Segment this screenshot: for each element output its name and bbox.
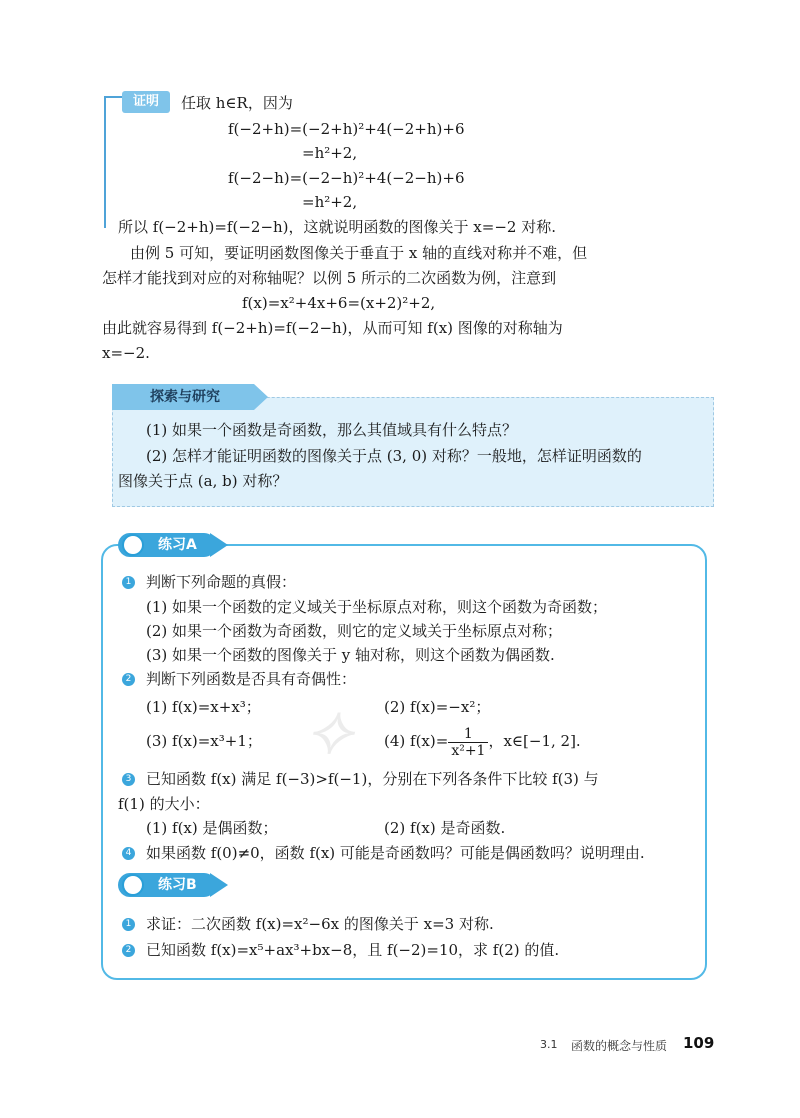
proof-equation-3: f(−2−h)=(−2−h)²+4(−2−h)+6: [228, 169, 465, 187]
practice-a-2-item-3: (3) f(x)=x³+1；: [146, 732, 262, 750]
practice-a-number-1: 1: [122, 576, 135, 589]
practice-a-3-item-1: (1) f(x) 是偶函数；: [146, 819, 278, 837]
practice-a-title: 练习A: [158, 537, 197, 553]
practice-b-2-stem: 已知函数 f(x)=x⁵+ax³+bx−8，且 f(−2)=10，求 f(2) 的值.: [146, 941, 560, 959]
discussion-line-2: 怎样才能找到对应的对称轴呢？以例 5 所示的二次函数为例，注意到: [102, 269, 557, 287]
discussion-line-4: x=−2.: [102, 344, 150, 362]
footer-section-number: 3.1: [540, 1038, 558, 1051]
practice-a-3-item-2: (2) f(x) 是奇函数.: [384, 819, 506, 837]
proof-equation-4: =h²+2,: [302, 193, 358, 211]
page-number: 109: [683, 1034, 715, 1052]
practice-b-number-1: 1: [122, 918, 135, 931]
proof-margin-line: [104, 96, 106, 228]
practice-a-number-2: 2: [122, 673, 135, 686]
practice-b-1-stem: 求证：二次函数 f(x)=x²−6x 的图像关于 x=3 对称.: [146, 915, 494, 933]
proof-conclusion: 所以 f(−2+h)=f(−2−h)，这就说明函数的图像关于 x=−2 对称.: [118, 218, 556, 236]
practice-a-2-item-1: (1) f(x)=x+x³；: [146, 698, 261, 716]
practice-a-number-4: 4: [122, 847, 135, 860]
discussion-formula: f(x)=x²+4x+6=(x+2)²+2,: [242, 294, 436, 312]
practice-a-1-item-3: (3) 如果一个函数的图像关于 y 轴对称，则这个函数为偶函数.: [146, 646, 555, 664]
practice-b-number-2: 2: [122, 944, 135, 957]
footer-section-title: 函数的概念与性质: [571, 1039, 668, 1053]
practice-a-2-item-4-suffix: ，x∈[−1, 2].: [488, 732, 581, 750]
practice-a-1-item-2: (2) 如果一个函数为奇函数，则它的定义域关于坐标原点对称；: [146, 622, 563, 640]
practice-a-3-stem-1: 已知函数 f(x) 满足 f(−3)>f(−1)，分别在下列各条件下比较 f(3) 与: [146, 770, 599, 788]
fraction-denominator: x²+1: [451, 742, 486, 759]
practice-a-2-item-4: [384, 721, 581, 761]
practice-a-3-stem-2: f(1) 的大小：: [118, 795, 210, 813]
explore-question-2a: (2) 怎样才能证明函数的图像关于点 (3, 0) 对称？一般地，怎样证明函数的: [146, 447, 642, 465]
proof-equation-1: f(−2+h)=(−2+h)²+4(−2+h)+6: [228, 120, 465, 138]
practice-a-number-3: 3: [122, 773, 135, 786]
proof-margin-tick: [104, 96, 122, 98]
proof-badge: 证明: [122, 91, 170, 113]
fraction-numerator: 1: [448, 726, 488, 743]
pencil-icon: [122, 874, 144, 896]
explore-title: 探索与研究: [150, 389, 220, 405]
practice-a-1-item-1: (1) 如果一个函数的定义域关于坐标原点对称，则这个函数为奇函数；: [146, 598, 608, 616]
practice-a-2-stem: 判断下列函数是否具有奇偶性：: [146, 670, 357, 688]
watermark: ⟡: [306, 688, 363, 770]
explore-question-1: (1) 如果一个函数是奇函数，那么其值域具有什么特点？: [146, 421, 518, 439]
practice-b-title: 练习B: [158, 877, 197, 893]
explore-question-2b: 图像关于点 (a, b) 对称？: [118, 472, 288, 490]
fraction: [448, 726, 488, 759]
proof-equation-2: =h²+2,: [302, 144, 358, 162]
practice-a-2-item-4-prefix: (4) f(x)=: [384, 732, 449, 750]
practice-a-2-item-2: (2) f(x)=−x²；: [384, 698, 491, 716]
discussion-line-3: 由此就容易得到 f(−2+h)=f(−2−h)，从而可知 f(x) 图像的对称轴为: [102, 319, 563, 337]
proof-intro: 任取 h∈R，因为: [181, 94, 293, 112]
pencil-icon: [122, 534, 144, 556]
practice-a-1-stem: 判断下列命题的真假：: [146, 573, 297, 591]
discussion-line-1: 由例 5 可知，要证明函数图像关于垂直于 x 轴的直线对称并不难，但: [130, 244, 588, 262]
practice-a-4-stem: 如果函数 f(0)≠0，函数 f(x) 可能是奇函数吗？可能是偶函数吗？说明理由.: [146, 844, 645, 862]
